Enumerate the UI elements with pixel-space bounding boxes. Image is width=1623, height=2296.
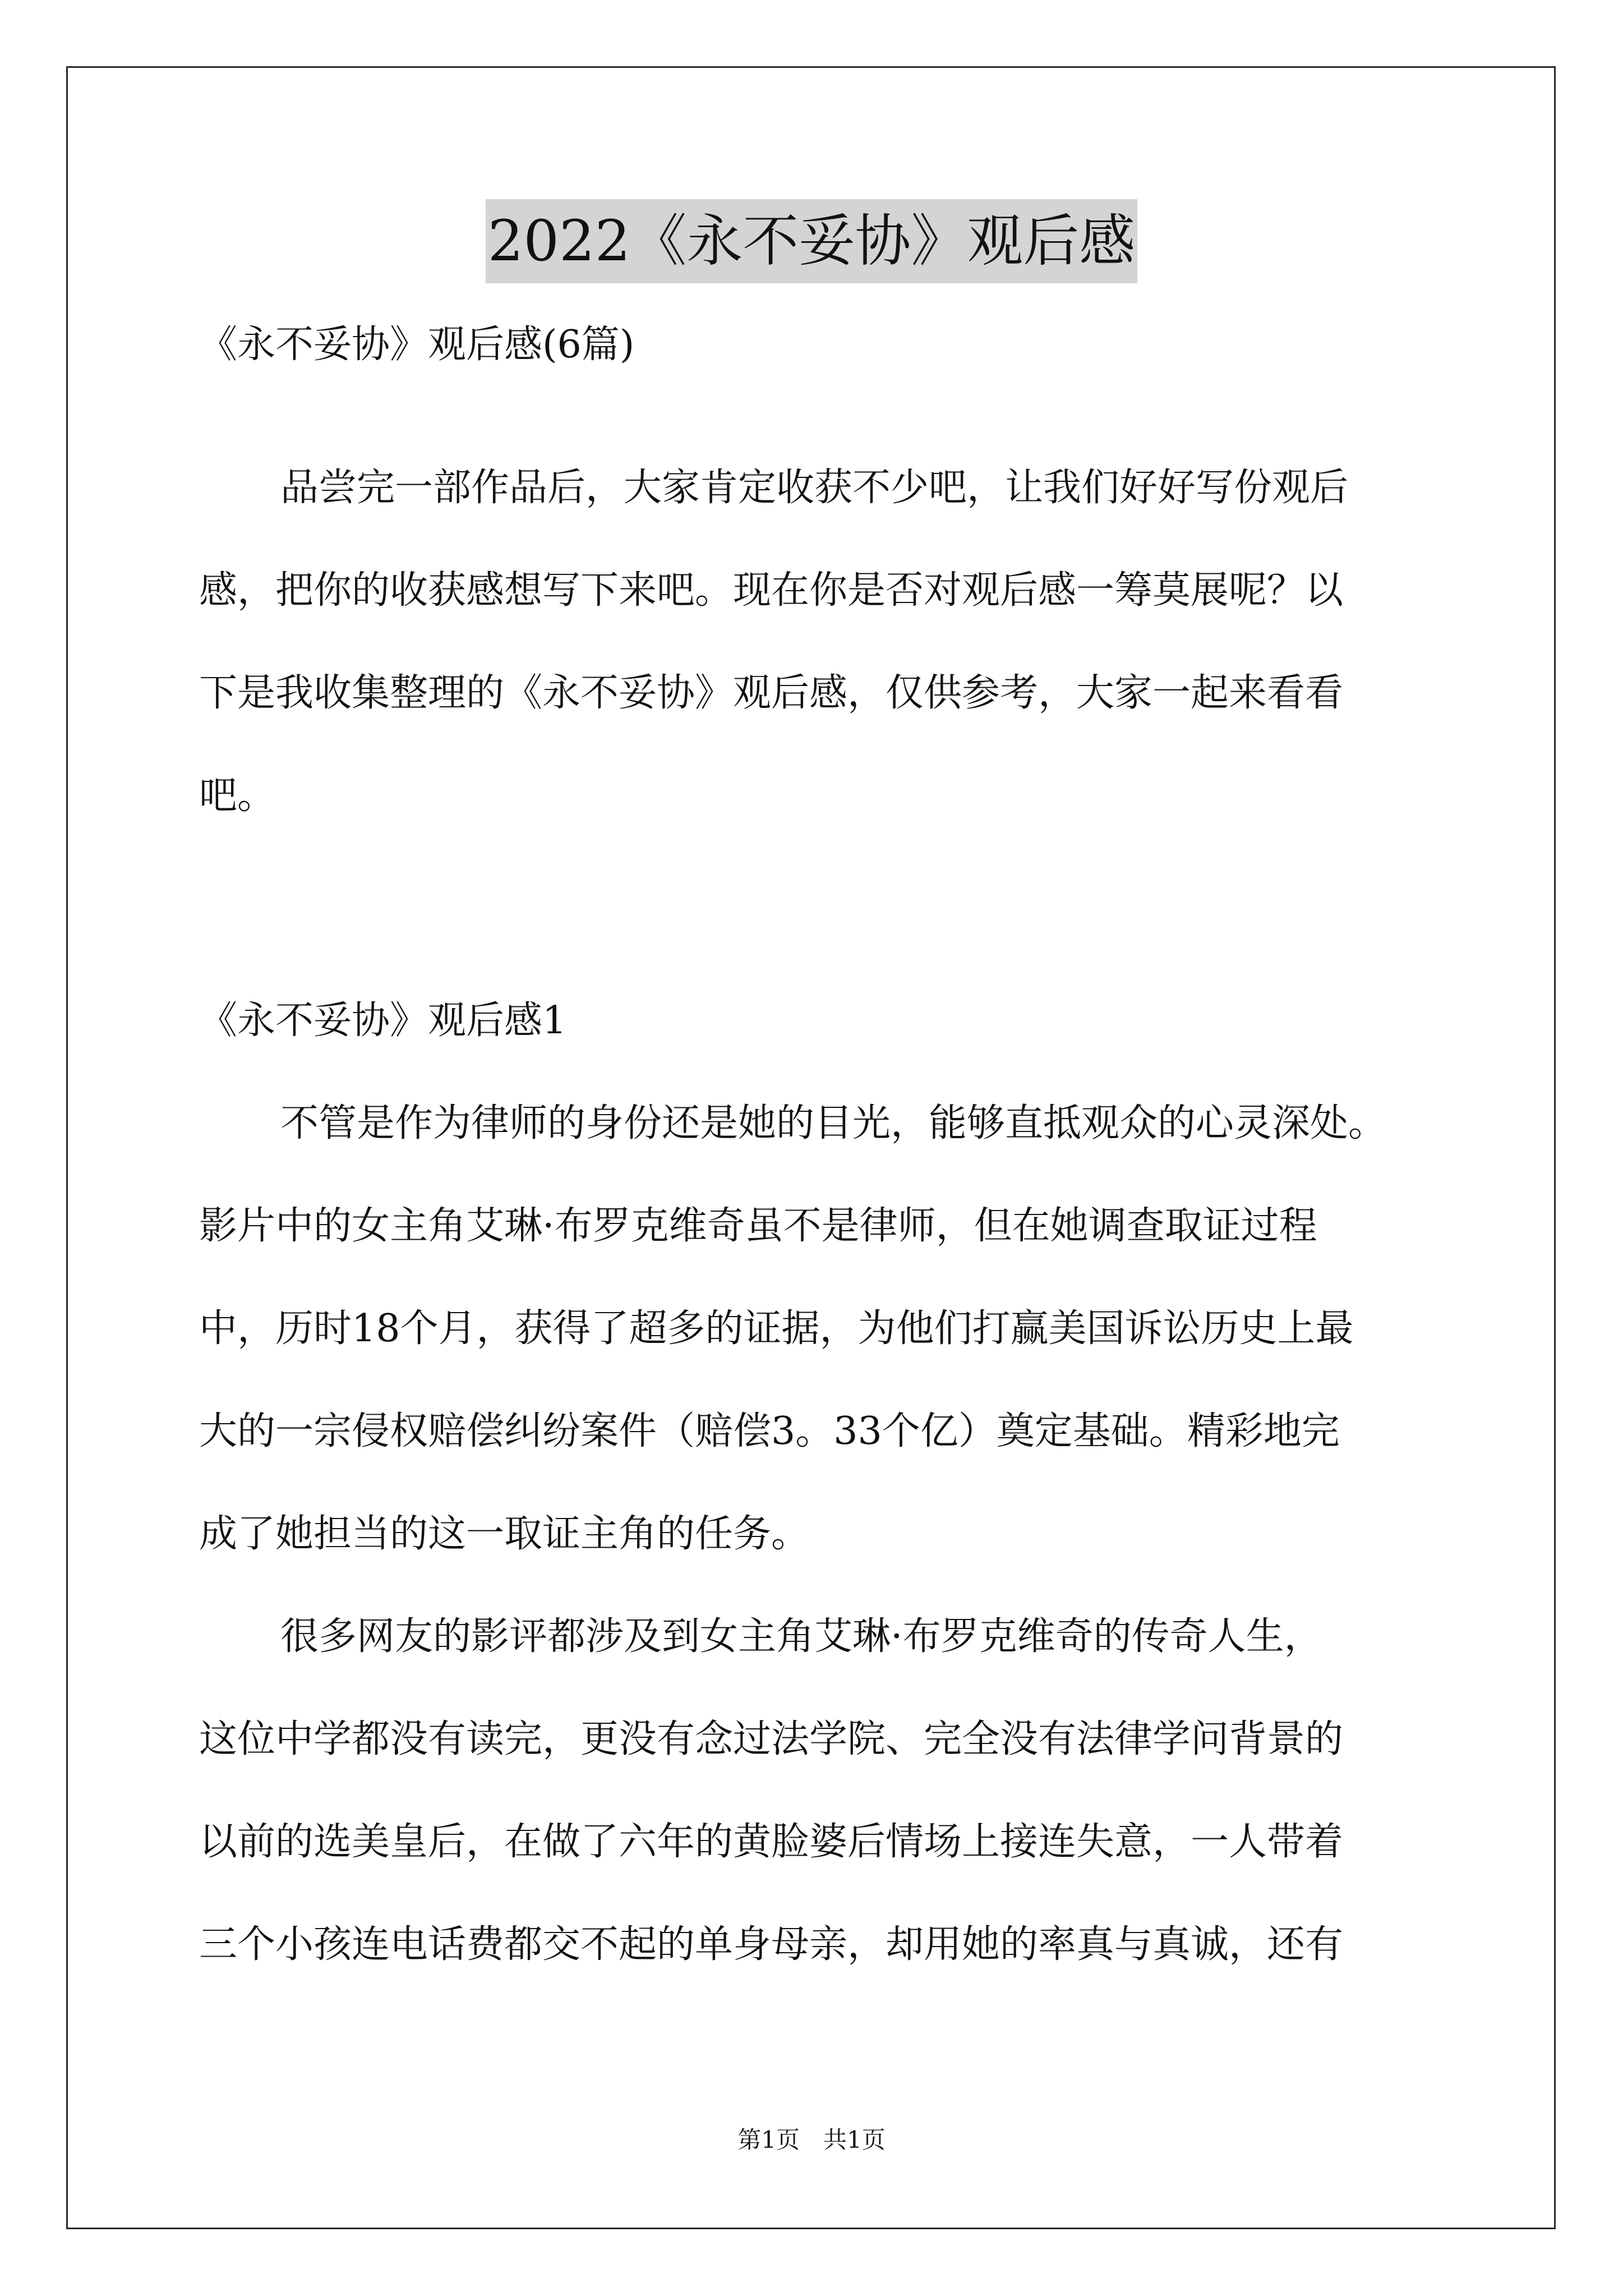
paragraph-line: 中，历时18个月，获得了超多的证据，为他们打赢美国诉讼历史上最 bbox=[199, 1306, 1354, 1351]
document-title: 2022《永不妥协》观后感 bbox=[486, 199, 1138, 283]
intro-line: 下是我收集整理的《永不妥协》观后感，仅供参考，大家一起来看看 bbox=[199, 671, 1344, 715]
page-footer: 第1页 共1页 bbox=[737, 2126, 886, 2154]
paragraph-line: 影片中的女主角艾琳·布罗克维奇虽不是律师，但在她调查取证过程 bbox=[199, 1204, 1317, 1248]
intro-line: 品尝完一部作品后，大家肯定收获不少吧，让我们好好写份观后 bbox=[280, 466, 1349, 510]
paragraph-line: 以前的选美皇后，在做了六年的黄脸婆后情场上接连失意，一人带着 bbox=[199, 1820, 1344, 1864]
paragraph-line: 三个小孩连电话费都交不起的单身母亲，却用她的率真与真诚，还有 bbox=[199, 1922, 1344, 1967]
intro-line: 吧。 bbox=[199, 774, 276, 818]
document-subtitle: 《永不妥协》观后感(6篇) bbox=[199, 323, 635, 367]
paragraph-line: 这位中学都没有读完，更没有念过法学院、完全没有法律学问背景的 bbox=[199, 1717, 1344, 1761]
paragraph-line: 大的一宗侵权赔偿纠纷案件（赔偿3。33个亿）奠定基础。精彩地完 bbox=[199, 1409, 1340, 1453]
paragraph-line: 不管是作为律师的身份还是她的目光，能够直抵观众的心灵深处。 bbox=[280, 1101, 1387, 1145]
paragraph-line: 很多网友的影评都涉及到女主角艾琳·布罗克维奇的传奇人生， bbox=[280, 1614, 1322, 1659]
intro-line: 感，把你的收获感想写下来吧。现在你是否对观后感一筹莫展呢？以 bbox=[199, 568, 1344, 613]
section-heading: 《永不妥协》观后感1 bbox=[199, 999, 567, 1043]
title-container bbox=[0, 199, 1623, 283]
paragraph-line: 成了她担当的这一取证主角的任务。 bbox=[199, 1512, 810, 1556]
